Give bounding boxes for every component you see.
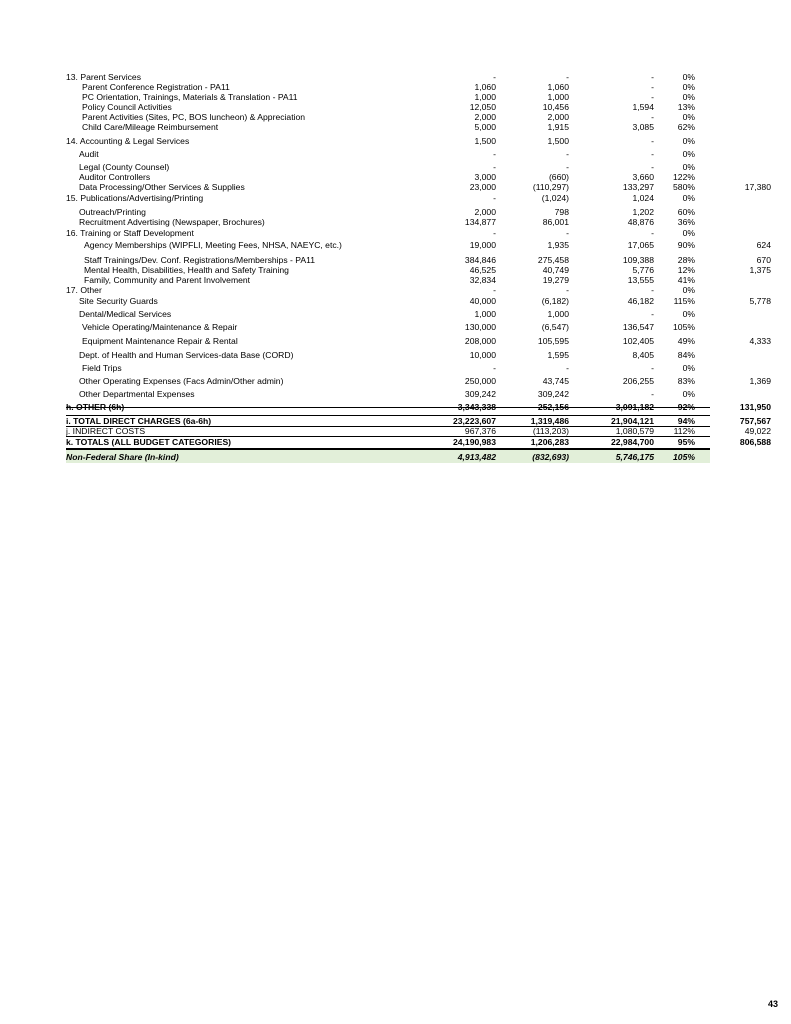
table-row <box>66 92 710 102</box>
row-label: j. INDIRECT COSTS <box>66 426 146 436</box>
budget-value: 23,223,607 <box>452 416 496 426</box>
balance-value: 19,279 <box>542 275 569 285</box>
table-row <box>66 322 710 332</box>
expended-value: 1,202 <box>632 207 654 217</box>
budget-value: 4,913,482 <box>457 452 496 462</box>
row-label: i. TOTAL DIRECT CHARGES (6a-6h) <box>66 416 212 426</box>
table-row <box>66 172 710 182</box>
table-row <box>66 363 710 373</box>
expended-value: 3,091,182 <box>615 402 654 412</box>
table-row <box>66 452 710 462</box>
percent-value: 0% <box>682 162 695 172</box>
percent-value: 0% <box>682 285 695 295</box>
expended-value: 21,904,121 <box>610 416 654 426</box>
percent-value: 0% <box>682 389 695 399</box>
balance-value: (113,203) <box>532 426 569 436</box>
expended-value: - <box>651 162 654 172</box>
budget-value: - <box>493 228 496 238</box>
budget-value: - <box>493 162 496 172</box>
balance-value: (1,024) <box>541 193 569 203</box>
row-label: Family, Community and Parent Involvement <box>84 275 251 285</box>
table-row <box>66 296 771 306</box>
row-label: 15. Publications/Advertising/Printing <box>66 193 204 203</box>
budget-value: 1,060 <box>474 82 496 92</box>
table-row <box>66 112 710 122</box>
budget-value: 5,000 <box>474 122 496 132</box>
percent-value: 84% <box>677 350 695 360</box>
expended-value: 48,876 <box>627 217 654 227</box>
row-label: Legal (County Counsel) <box>79 162 170 172</box>
table-row <box>66 82 710 92</box>
row-label: Staff Trainings/Dev. Conf. Registrations/Memberships - PA11 <box>84 255 316 265</box>
expended-value: 8,405 <box>632 350 654 360</box>
percent-value: 105% <box>673 322 695 332</box>
row-label: Policy Council Activities <box>82 102 172 112</box>
balance-value: 43,745 <box>542 376 569 386</box>
percent-value: 115% <box>673 296 695 306</box>
percent-value: 122% <box>673 172 695 182</box>
expended-value: 1,024 <box>632 193 654 203</box>
table-row <box>66 207 710 217</box>
row-label: 13. Parent Services <box>66 72 141 82</box>
expended-value: - <box>651 136 654 146</box>
balance-value: (6,182) <box>541 296 569 306</box>
percent-value: 36% <box>677 217 695 227</box>
balance-value: 86,001 <box>542 217 569 227</box>
expended-value: 1,594 <box>632 102 654 112</box>
row-label: 17. Other <box>66 285 102 295</box>
rule-below-other <box>66 415 710 416</box>
percent-value: 112% <box>673 426 695 436</box>
expended-value: - <box>651 309 654 319</box>
percent-value: 49% <box>677 336 695 346</box>
extra-value: 670 <box>756 255 771 265</box>
row-label: Auditor Controllers <box>79 172 151 182</box>
balance-value: (832,693) <box>532 452 569 462</box>
row-label: Equipment Maintenance Repair & Rental <box>82 336 238 346</box>
balance-value: - <box>566 72 569 82</box>
extra-value: 806,588 <box>739 437 771 447</box>
budget-value: 2,000 <box>474 112 496 122</box>
balance-value: - <box>566 285 569 295</box>
extra-value: 624 <box>756 240 771 250</box>
budget-value: - <box>493 72 496 82</box>
expended-value: - <box>651 363 654 373</box>
budget-value: - <box>493 285 496 295</box>
rule-below-totals <box>66 448 710 450</box>
table-row <box>66 416 771 426</box>
expended-value: 1,080,579 <box>615 426 654 436</box>
table-row <box>66 437 771 447</box>
extra-value: 17,380 <box>744 182 771 192</box>
balance-value: 1,915 <box>547 122 569 132</box>
balance-value: 1,060 <box>547 82 569 92</box>
percent-value: 13% <box>677 102 695 112</box>
row-label: Outreach/Printing <box>79 207 146 217</box>
table-row <box>66 350 710 360</box>
row-label: Other Departmental Expenses <box>79 389 195 399</box>
rule-above-other <box>66 407 710 408</box>
row-label: Other Operating Expenses (Facs Admin/Other admin) <box>79 376 284 386</box>
table-row <box>66 265 771 275</box>
budget-value: 1,500 <box>474 136 496 146</box>
budget-value: 32,834 <box>469 275 496 285</box>
percent-value: 0% <box>682 92 695 102</box>
expended-value: - <box>651 389 654 399</box>
percent-value: 580% <box>673 182 695 192</box>
rule-below-direct <box>66 426 710 427</box>
percent-value: 0% <box>682 228 695 238</box>
balance-value: 1,000 <box>547 309 569 319</box>
row-label: 16. Training or Staff Development <box>66 228 194 238</box>
balance-value: (6,547) <box>541 322 569 332</box>
percent-value: 0% <box>682 193 695 203</box>
row-label: Dental/Medical Services <box>79 309 172 319</box>
budget-value: 309,242 <box>464 389 496 399</box>
percent-value: 28% <box>677 255 695 265</box>
row-label: Recruitment Advertising (Newspaper, Brochures) <box>79 217 265 227</box>
table-row <box>66 149 710 159</box>
balance-value: 309,242 <box>537 389 569 399</box>
budget-value: 1,000 <box>474 92 496 102</box>
balance-value: 252,156 <box>537 402 569 412</box>
percent-value: 60% <box>677 207 695 217</box>
budget-value: 10,000 <box>469 350 496 360</box>
percent-value: 94% <box>677 416 695 426</box>
budget-value: 12,050 <box>469 102 496 112</box>
percent-value: 12% <box>677 265 695 275</box>
expended-value: 46,182 <box>627 296 654 306</box>
balance-value: 1,500 <box>547 136 569 146</box>
budget-value: 134,877 <box>464 217 496 227</box>
table-row <box>66 136 710 146</box>
expended-value: 3,660 <box>632 172 654 182</box>
balance-value: - <box>566 149 569 159</box>
extra-value: 757,567 <box>739 416 771 426</box>
percent-value: 0% <box>682 72 695 82</box>
balance-value: 1,319,486 <box>530 416 569 426</box>
balance-value: - <box>566 228 569 238</box>
balance-value: 40,749 <box>542 265 569 275</box>
table-row <box>66 336 771 346</box>
budget-value: 208,000 <box>464 336 496 346</box>
budget-value: 40,000 <box>469 296 496 306</box>
budget-value: 130,000 <box>464 322 496 332</box>
expended-value: 136,547 <box>622 322 654 332</box>
budget-value: 3,000 <box>474 172 496 182</box>
budget-value: 384,846 <box>464 255 496 265</box>
table-row <box>66 193 710 203</box>
budget-value: 2,000 <box>474 207 496 217</box>
row-label: Audit <box>79 149 99 159</box>
budget-value: 46,525 <box>469 265 496 275</box>
percent-value: 0% <box>682 149 695 159</box>
expended-value: 22,984,700 <box>610 437 654 447</box>
extra-value: 5,778 <box>749 296 771 306</box>
table-row <box>66 182 771 192</box>
row-label: Data Processing/Other Services & Supplies <box>79 182 245 192</box>
row-label: Parent Conference Registration - PA11 <box>82 82 230 92</box>
table-row <box>66 275 710 285</box>
budget-value: 250,000 <box>464 376 496 386</box>
budget-value: 3,343,338 <box>457 402 496 412</box>
rule-above-totals <box>66 436 710 437</box>
budget-value: - <box>493 193 496 203</box>
row-label: Parent Activities (Sites, PC, BOS luncheon) & Appreciation <box>82 112 306 122</box>
expended-value: 102,405 <box>622 336 654 346</box>
table-row <box>66 102 710 112</box>
extra-value: 1,375 <box>749 265 771 275</box>
expended-value: - <box>651 285 654 295</box>
budget-value: 967,376 <box>464 426 496 436</box>
percent-value: 0% <box>682 363 695 373</box>
extra-value: 1,369 <box>749 376 771 386</box>
row-label: PC Orientation, Trainings, Materials & Translation - PA11 <box>82 92 298 102</box>
expended-value: - <box>651 82 654 92</box>
row-label: Site Security Guards <box>79 296 158 306</box>
expended-value: 3,085 <box>632 122 654 132</box>
expended-value: 5,746,175 <box>615 452 654 462</box>
table-row <box>66 309 710 319</box>
expended-value: - <box>651 92 654 102</box>
row-label: Mental Health, Disabilities, Health and Safety Training <box>84 265 289 275</box>
row-label: 14. Accounting & Legal Services <box>66 136 190 146</box>
balance-value: 275,458 <box>537 255 569 265</box>
expended-value: - <box>651 149 654 159</box>
table-row <box>66 217 710 227</box>
percent-value: 0% <box>682 136 695 146</box>
balance-value: - <box>566 162 569 172</box>
row-label: h. OTHER (6h) <box>66 402 125 412</box>
table-row <box>66 240 771 250</box>
balance-value: 1,935 <box>547 240 569 250</box>
row-label: Vehicle Operating/Maintenance & Repair <box>82 322 238 332</box>
table-row <box>66 122 710 132</box>
extra-value: 49,022 <box>744 426 771 436</box>
percent-value: 62% <box>677 122 695 132</box>
percent-value: 83% <box>677 376 695 386</box>
balance-value: 105,595 <box>537 336 569 346</box>
budget-value: 19,000 <box>469 240 496 250</box>
table-row <box>66 389 710 399</box>
percent-value: 92% <box>677 402 695 412</box>
budget-value: - <box>493 149 496 159</box>
row-label: Non-Federal Share (In-kind) <box>66 452 179 462</box>
expended-value: 109,388 <box>622 255 654 265</box>
budget-value: 23,000 <box>469 182 496 192</box>
row-label: k. TOTALS (ALL BUDGET CATEGORIES) <box>66 437 232 447</box>
balance-value: 10,456 <box>542 102 569 112</box>
expended-value: 13,555 <box>627 275 654 285</box>
percent-value: 0% <box>682 112 695 122</box>
extra-value: 131,950 <box>739 402 771 412</box>
balance-value: 1,595 <box>547 350 569 360</box>
budget-value: 1,000 <box>474 309 496 319</box>
percent-value: 95% <box>677 437 695 447</box>
percent-value: 105% <box>673 452 695 462</box>
percent-value: 0% <box>682 309 695 319</box>
row-label: Agency Memberships (WIPFLI, Meeting Fees, NHSA, NAEYC, etc.) <box>84 240 342 250</box>
budget-value: - <box>493 363 496 373</box>
expended-value: 17,065 <box>627 240 654 250</box>
percent-value: 41% <box>677 275 695 285</box>
table-row <box>66 376 771 386</box>
expended-value: 133,297 <box>622 182 654 192</box>
budget-value: 24,190,983 <box>452 437 496 447</box>
table-row <box>66 255 771 265</box>
expended-value: - <box>651 228 654 238</box>
expended-value: - <box>651 112 654 122</box>
balance-value: 798 <box>554 207 569 217</box>
expended-value: 206,255 <box>622 376 654 386</box>
row-label: Child Care/Mileage Reimbursement <box>82 122 219 132</box>
balance-value: - <box>566 363 569 373</box>
table-row <box>66 228 710 238</box>
expended-value: - <box>651 72 654 82</box>
percent-value: 90% <box>677 240 695 250</box>
extra-value: 4,333 <box>749 336 771 346</box>
table-row <box>66 72 710 82</box>
percent-value: 0% <box>682 82 695 92</box>
table-row <box>66 285 710 295</box>
expended-value: 5,776 <box>632 265 654 275</box>
balance-value: 1,206,283 <box>530 437 569 447</box>
balance-value: 2,000 <box>547 112 569 122</box>
table-row <box>66 426 771 436</box>
row-label: Field Trips <box>82 363 122 373</box>
table-row <box>66 162 710 172</box>
page-number: 43 <box>767 999 778 1009</box>
balance-value: (110,297) <box>532 182 569 192</box>
balance-value: (660) <box>548 172 569 182</box>
balance-value: 1,000 <box>547 92 569 102</box>
row-label: Dept. of Health and Human Services-data Base (CORD) <box>79 350 294 360</box>
